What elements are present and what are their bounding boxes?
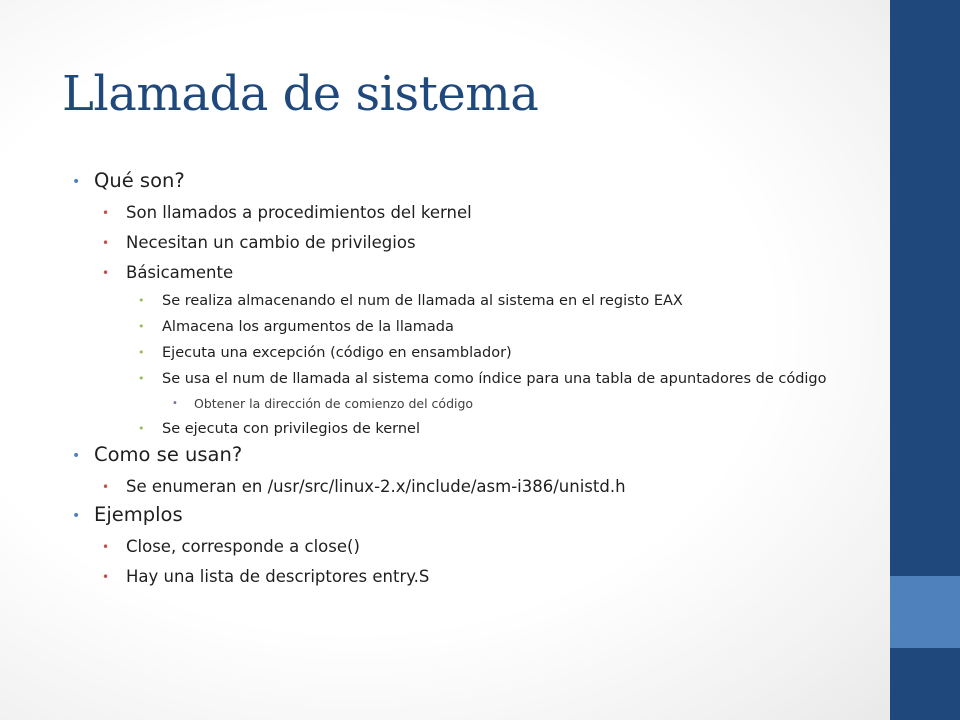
- bullet-item-level-3: [138, 420, 872, 438]
- bullet-icon: •: [138, 346, 145, 359]
- bullet-item-level-2: [102, 202, 872, 224]
- bullet-icon: •: [102, 206, 110, 220]
- bullet-text: Necesitan un cambio de privilegios: [126, 233, 416, 252]
- sidebar-accent-middle: [890, 576, 960, 648]
- bullet-item-level-3: [138, 344, 872, 362]
- bullet-item-level-3: [138, 292, 872, 310]
- bullet-list: [72, 168, 872, 588]
- bullet-icon: •: [138, 422, 145, 435]
- slide-content: [72, 164, 872, 588]
- bullet-text: Close, corresponde a close(): [126, 537, 360, 556]
- bullet-icon: •: [172, 398, 178, 409]
- bullet-icon: •: [102, 236, 110, 250]
- sidebar-accent-bottom: [890, 648, 960, 720]
- bullet-item-level-4: [172, 396, 872, 412]
- bullet-icon: •: [138, 294, 145, 307]
- bullet-icon: •: [102, 266, 110, 280]
- bullet-item-level-2: [102, 536, 872, 558]
- slide-title: Llamada de sistema: [62, 66, 539, 122]
- bullet-icon: •: [72, 174, 81, 190]
- bullet-icon: •: [138, 320, 145, 333]
- bullet-item-level-2: [102, 566, 872, 588]
- bullet-text: Se enumeran en /usr/src/linux-2.x/include/asm-i386/unistd.h: [126, 477, 626, 496]
- sidebar-accent-top: [890, 0, 960, 576]
- bullet-text: Son llamados a procedimientos del kernel: [126, 203, 472, 222]
- bullet-text: Hay una lista de descriptores entry.S: [126, 567, 430, 586]
- bullet-text: Como se usan?: [94, 443, 243, 466]
- bullet-text: Básicamente: [126, 263, 234, 282]
- bullet-text: Ejecuta una excepción (código en ensamblador): [162, 345, 512, 361]
- bullet-text: Obtener la dirección de comienzo del código: [194, 396, 474, 411]
- bullet-text: Se realiza almacenando el num de llamada al sistema en el registo EAX: [162, 293, 683, 309]
- bullet-icon: •: [102, 480, 110, 494]
- bullet-item-level-2: [102, 262, 872, 284]
- bullet-icon: •: [102, 570, 110, 584]
- bullet-text: Se usa el num de llamada al sistema como índice para una tabla de apuntadores de código: [162, 371, 827, 387]
- bullet-item-level-2: [102, 232, 872, 254]
- bullet-item-level-1: [72, 502, 872, 528]
- bullet-text: Se ejecuta con privilegios de kernel: [162, 421, 420, 437]
- bullet-icon: •: [138, 372, 145, 385]
- bullet-icon: •: [72, 508, 81, 524]
- bullet-icon: •: [102, 540, 110, 554]
- bullet-text: Qué son?: [94, 169, 185, 192]
- bullet-text: Almacena los argumentos de la llamada: [162, 319, 454, 335]
- bullet-item-level-1: [72, 442, 872, 468]
- bullet-item-level-3: [138, 370, 872, 388]
- bullet-icon: •: [72, 448, 81, 464]
- bullet-item-level-3: [138, 318, 872, 336]
- bullet-item-level-2: [102, 476, 872, 498]
- bullet-text: Ejemplos: [94, 503, 183, 526]
- bullet-item-level-1: [72, 168, 872, 194]
